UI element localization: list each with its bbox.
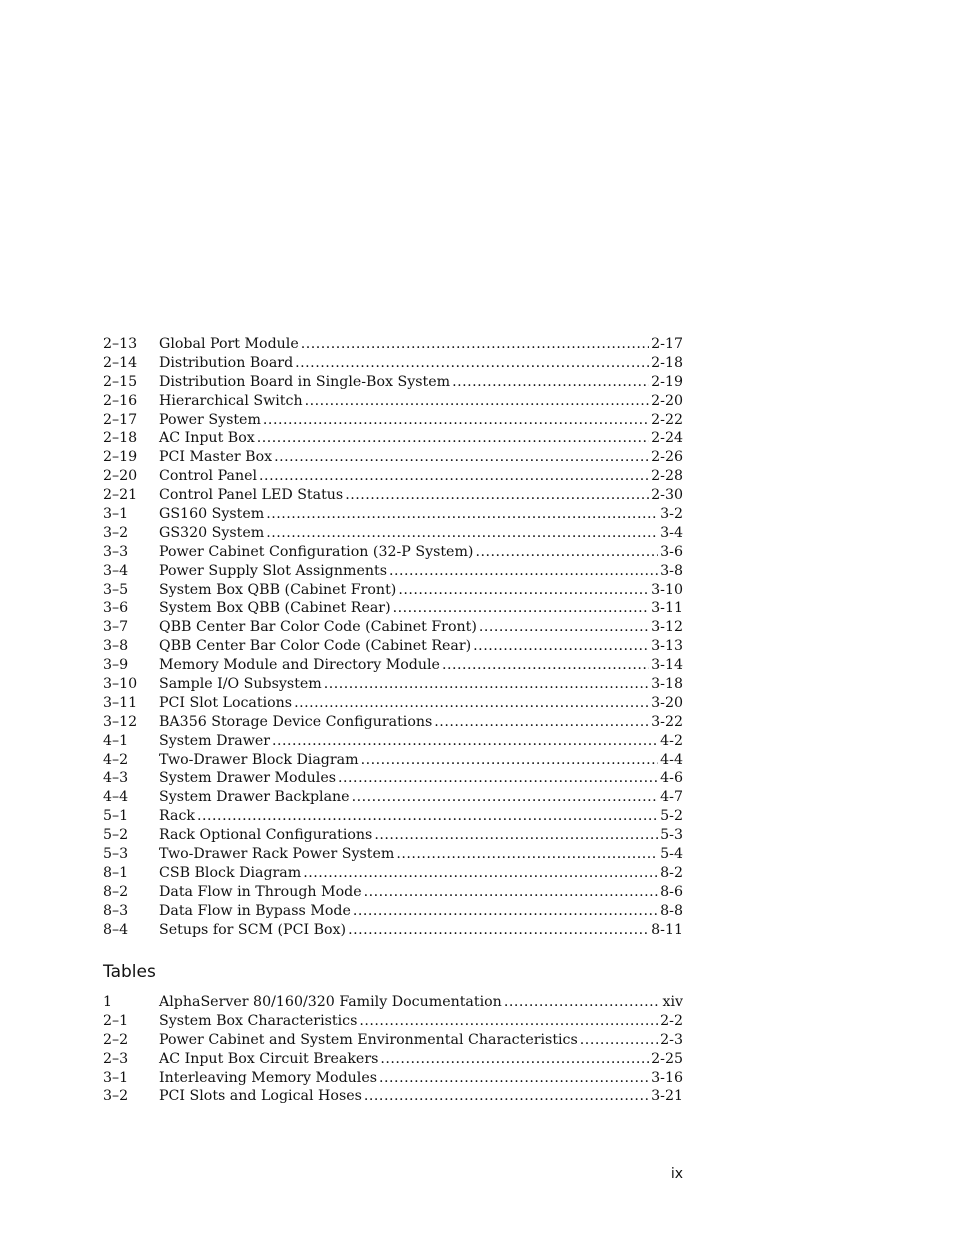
dot-leader [452,374,649,390]
entry-title: System Drawer Modules [159,770,337,787]
dot-leader [442,657,649,673]
entry-number: 2–3 [103,1050,129,1067]
dot-leader [479,619,649,635]
entry-page: 4-2 [660,732,683,749]
entry-number: 2–2 [103,1031,129,1048]
dot-leader [398,582,649,598]
entry-page: 3-14 [651,657,683,674]
entry-title: PCI Slots and Logical Hoses [159,1088,362,1105]
figure-entry [103,733,683,752]
entry-page: 8-6 [660,883,683,900]
entry-page: 3-2 [660,506,683,523]
entry-title: Setups for SCM (PCI Box) [159,921,347,938]
entry-title: Data Flow in Through Mode [159,883,362,900]
entry-number: 8–1 [103,864,129,881]
dot-leader [473,638,649,654]
figure-entry [103,770,683,789]
figure-entry [103,752,683,771]
entry-title: System Drawer [159,732,271,749]
entry-number: 2–13 [103,336,138,352]
entry-page: 3-10 [651,581,683,598]
entry-page: 3-20 [651,694,683,711]
dot-leader [259,468,649,484]
figure-entry [103,638,683,657]
figure-entry [103,412,683,431]
dot-leader [374,827,658,843]
table-entry [103,1070,683,1089]
dot-leader [396,846,658,862]
table-entry [103,1088,683,1107]
figure-entry [103,393,683,412]
dot-leader [359,1013,658,1029]
dot-leader [295,355,649,371]
entry-page: 2-17 [651,336,683,352]
entry-page: 2-22 [651,411,683,428]
figure-entry [103,582,683,601]
entry-number: 3–8 [103,638,129,655]
entry-title: System Box QBB (Cabinet Front) [159,581,397,598]
entry-page: 3-22 [651,713,683,730]
dot-leader [303,865,658,881]
entry-number: 3–1 [103,506,129,523]
entry-number: 3–2 [103,524,129,541]
figure-entry [103,827,683,846]
entry-number: 2–18 [103,430,138,447]
entry-title: AC Input Box [159,430,255,447]
entry-title: Rack Optional Configurations [159,827,373,844]
entry-number: 3–2 [103,1088,129,1105]
table-entry [103,1013,683,1032]
entry-number: 4–1 [103,732,129,749]
entry-number: 2–14 [103,354,138,371]
figure-entry [103,789,683,808]
entry-title: Power Supply Slot Assignments [159,562,387,579]
figure-entry [103,657,683,676]
figure-entry [103,468,683,487]
figure-entry [103,563,683,582]
figure-entry [103,714,683,733]
entry-title: System Drawer Backplane [159,789,350,806]
entry-page: 3-8 [660,562,683,579]
dot-leader [475,544,658,560]
entry-page: 3-12 [651,619,683,636]
entry-title: AC Input Box Circuit Breakers [159,1050,379,1067]
entry-number: 5–1 [103,808,129,825]
entry-page: 8-8 [660,902,683,919]
dot-leader [324,676,649,692]
figure-entry [103,922,683,941]
entry-number: 3–12 [103,713,138,730]
entry-number: 4–4 [103,789,129,806]
entry-title: Two-Drawer Rack Power System [159,846,395,863]
entry-title: PCI Slot Locations [159,694,293,711]
page-number: ix [670,1166,683,1182]
dot-leader [294,695,649,711]
entry-page: 4-4 [660,751,683,768]
entry-page: 2-3 [660,1031,683,1048]
entry-number: 1 [103,994,113,1010]
entry-title: System Box Characteristics [159,1012,358,1029]
tables-heading: Tables [103,962,156,982]
entry-number: 4–3 [103,770,129,787]
figure-entry [103,374,683,393]
entry-title: Control Panel [159,468,258,485]
entry-page: 2-2 [660,1012,683,1029]
figure-entry [103,600,683,619]
table-entry [103,994,683,1013]
dot-leader [380,1051,649,1067]
entry-number: 3–10 [103,676,138,693]
entry-page: 3-4 [660,524,683,541]
entry-number: 8–3 [103,902,129,919]
dot-leader [389,563,658,579]
dot-leader [266,506,658,522]
entry-number: 3–3 [103,543,129,560]
entry-number: 3–7 [103,619,129,636]
entry-number: 3–9 [103,657,129,674]
dot-leader [257,430,649,446]
entry-number: 8–2 [103,883,129,900]
entry-page: 3-18 [651,676,683,693]
figure-entry [103,695,683,714]
entry-page: 2-18 [651,354,683,371]
entry-title: Global Port Module [159,336,299,352]
dot-leader [266,525,658,541]
entry-page: 3-13 [651,638,683,655]
entry-page: 5-4 [660,846,683,863]
entry-title: Control Panel LED Status [159,487,344,504]
dot-leader [580,1032,658,1048]
dot-leader [338,770,658,786]
entry-title: Two-Drawer Block Diagram [159,751,359,768]
entry-title: Distribution Board in Single-Box System [159,373,451,390]
entry-title: Sample I/O Subsystem [159,676,322,693]
figure-entry [103,903,683,922]
figure-entry [103,487,683,506]
figure-entry [103,336,683,355]
entry-title: CSB Block Diagram [159,864,302,881]
entry-page: 8-2 [660,864,683,881]
entry-title: QBB Center Bar Color Code (Cabinet Front) [159,619,477,636]
entry-number: 5–3 [103,846,129,863]
dot-leader [301,336,649,352]
entry-title: Distribution Board [159,354,294,371]
entry-title: System Box QBB (Cabinet Rear) [159,600,391,617]
entry-number: 3–4 [103,562,129,579]
figure-entry [103,355,683,374]
entry-page: 3-21 [651,1088,683,1105]
entry-page: 2-28 [651,468,683,485]
entry-page: 5-3 [660,827,683,844]
figure-entry [103,808,683,827]
entry-number: 2–16 [103,392,138,409]
entry-number: 3–5 [103,581,129,598]
entry-page: 2-24 [651,430,683,447]
entry-title: Power System [159,411,261,428]
list-of-tables [103,994,683,1107]
entry-number: 2–1 [103,1012,129,1029]
dot-leader [272,733,658,749]
entry-page: 3-6 [660,543,683,560]
dot-leader [352,789,659,805]
dot-leader [504,994,661,1010]
entry-title: Data Flow in Bypass Mode [159,902,351,919]
entry-number: 4–2 [103,751,129,768]
entry-page: 2-19 [651,373,683,390]
table-entry [103,1051,683,1070]
figure-entry [103,865,683,884]
entry-page: 2-25 [651,1050,683,1067]
entry-title: Power Cabinet and System Environmental Characteristics [159,1031,578,1048]
entry-page: 2-26 [651,449,683,466]
dot-leader [263,412,649,428]
dot-leader [348,922,649,938]
entry-number: 2–20 [103,468,138,485]
entry-page: 2-30 [651,487,683,504]
entry-number: 3–6 [103,600,129,617]
dot-leader [379,1070,649,1086]
entry-title: GS320 System [159,524,265,541]
entry-number: 2–21 [103,487,138,504]
figure-entry [103,525,683,544]
dot-leader [345,487,649,503]
entry-number: 2–19 [103,449,138,466]
entry-number: 2–17 [103,411,138,428]
figure-entry [103,846,683,865]
entry-title: Hierarchical Switch [159,392,303,409]
entry-page: 8-11 [651,921,683,938]
dot-leader [353,903,658,919]
entry-number: 3–1 [103,1069,129,1086]
entry-title: PCI Master Box [159,449,273,466]
entry-title: Memory Module and Directory Module [159,657,440,674]
dot-leader [364,884,659,900]
entry-page: xiv [662,994,683,1010]
figure-entry [103,676,683,695]
figure-entry [103,430,683,449]
figure-entry [103,449,683,468]
entry-title: Power Cabinet Configuration (32-P System) [159,543,474,560]
entry-number: 2–15 [103,373,138,390]
entry-page: 4-6 [660,770,683,787]
entry-number: 8–4 [103,921,129,938]
dot-leader [274,449,649,465]
dot-leader [364,1088,649,1104]
entry-page: 3-16 [651,1069,683,1086]
figure-entry [103,619,683,638]
table-entry [103,1032,683,1051]
dot-leader [305,393,650,409]
entry-title: AlphaServer 80/160/320 Family Documentation [159,994,502,1010]
entry-number: 5–2 [103,827,129,844]
entry-page: 4-7 [660,789,683,806]
entry-title: QBB Center Bar Color Code (Cabinet Rear) [159,638,472,655]
entry-page: 2-20 [651,392,683,409]
entry-page: 5-2 [660,808,683,825]
entry-title: Interleaving Memory Modules [159,1069,378,1086]
figure-entry [103,506,683,525]
list-of-figures [103,336,683,941]
dot-leader [434,714,649,730]
dot-leader [393,600,650,616]
entry-page: 3-11 [651,600,683,617]
entry-title: Rack [159,808,196,825]
figure-entry [103,544,683,563]
dot-leader [197,808,658,824]
figure-entry [103,884,683,903]
entry-title: BA356 Storage Device Configurations [159,713,433,730]
dot-leader [361,752,659,768]
entry-title: GS160 System [159,506,265,523]
entry-number: 3–11 [103,694,138,711]
